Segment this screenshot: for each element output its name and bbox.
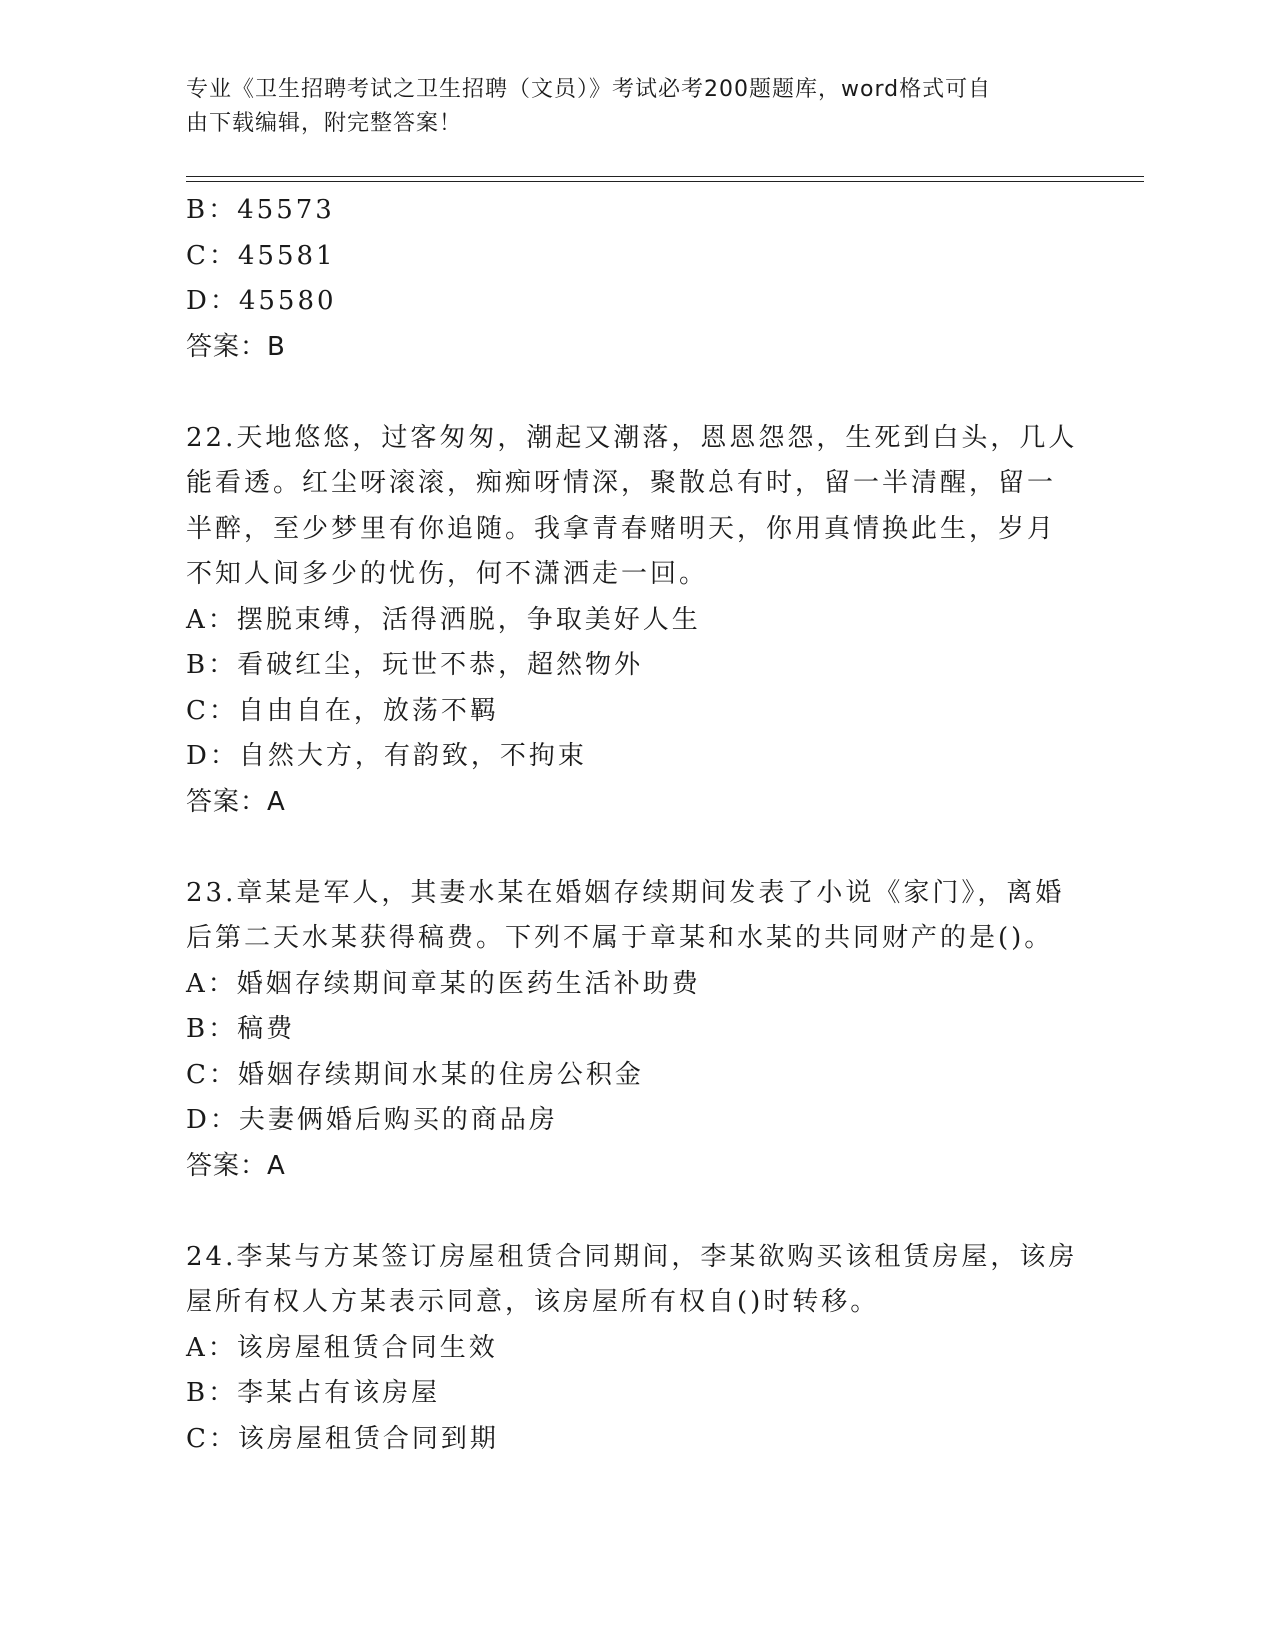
option-b: B：看破红尘，玩世不恭，超然物外 (186, 650, 644, 680)
header-line-1: 专业《卫生招聘考试之卫生招聘（文员）》考试必考200题题库，word格式可自 (186, 77, 992, 102)
question-23-line-2: 后第二天水某获得稿费。下列不属于章某和水某的共同财产的是()。 (186, 923, 1054, 953)
question-22-line-1: 22.天地悠悠，过客匆匆，潮起又潮落，恩恩怨怨，生死到白头，几人 (186, 422, 1078, 453)
document-header (186, 73, 1066, 141)
question-22-line-4: 不知人间多少的忧伤，何不潇洒走一回。 (186, 559, 709, 589)
question-content (186, 188, 1078, 1462)
option-b: B：45573 (186, 195, 335, 225)
header-line-2: 由下载编辑，附完整答案！ (186, 111, 463, 136)
option-d: D：夫妻俩婚后购买的商品房 (186, 1105, 558, 1135)
answer-line: 答案：A (186, 1150, 286, 1181)
question-23-line-1: 23.章某是军人，其妻水某在婚姻存续期间发表了小说《家门》，离婚 (186, 877, 1065, 908)
option-a: A：摆脱束缚，活得洒脱，争取美好人生 (186, 604, 701, 635)
question-24-line-1: 24.李某与方某签订房屋租赁合同期间，李某欲购买该租赁房屋，该房 (186, 1241, 1078, 1272)
option-d: D：45580 (186, 286, 337, 316)
question-22-line-3: 半醉，至少梦里有你追随。我拿青春赌明天，你用真情换此生，岁月 (186, 513, 1057, 544)
option-a: A：该房屋租赁合同生效 (186, 1332, 498, 1363)
option-c: C：45581 (186, 240, 336, 271)
answer-line: 答案：A (186, 786, 286, 817)
header-divider-secondary (186, 181, 1144, 182)
option-d: D：自然大方，有韵致，不拘束 (186, 741, 587, 771)
question-22-line-2: 能看透。红尘呀滚滚，痴痴呀情深，聚散总有时，留一半清醒，留一 (186, 468, 1057, 498)
header-divider (186, 176, 1144, 177)
question-24-line-2: 屋所有权人方某表示同意，该房屋所有权自()时转移。 (186, 1287, 880, 1317)
option-b: B：李某占有该房屋 (186, 1378, 441, 1408)
option-b: B：稿费 (186, 1014, 296, 1044)
answer-line: 答案：B (186, 331, 286, 362)
option-c: C：自由自在，放荡不羁 (186, 695, 499, 726)
option-a: A：婚姻存续期间章某的医药生活补助费 (186, 968, 701, 999)
option-c: C：婚姻存续期间水某的住房公积金 (186, 1059, 644, 1090)
option-c: C：该房屋租赁合同到期 (186, 1423, 499, 1454)
